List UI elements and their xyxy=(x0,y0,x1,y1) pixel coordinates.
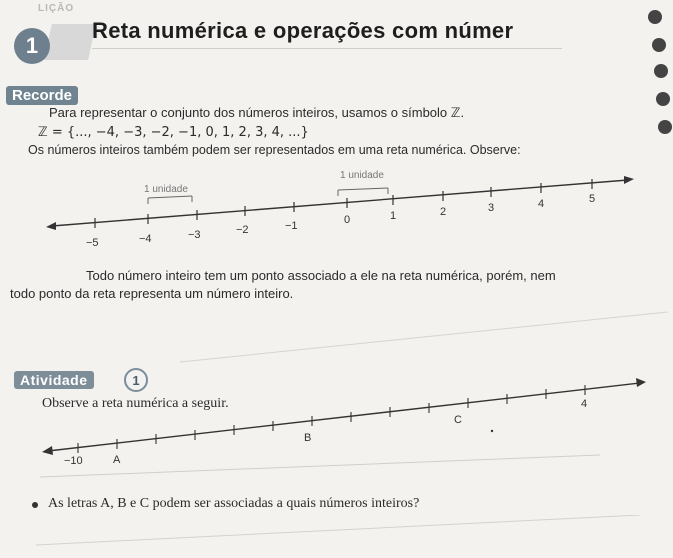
binder-tab-icon xyxy=(652,38,666,52)
unit-label-left: 1 unidade xyxy=(144,184,188,195)
recorde-text-line-3: Os números inteiros também podem ser representados em uma reta numérica. Observe: xyxy=(28,143,521,157)
tick-label: 1 xyxy=(390,210,397,222)
lesson-title: Reta numérica e operações com númer xyxy=(92,18,514,43)
unit-bracket-left xyxy=(144,184,192,204)
binder-tab-icon xyxy=(656,92,670,106)
answer-lines xyxy=(0,515,673,555)
binder-tab-icon xyxy=(658,120,672,134)
tick-label: 5 xyxy=(589,193,596,205)
activity-left-value: −10 xyxy=(64,455,83,467)
atividade-instruction: Observe a reta numérica a seguir. xyxy=(42,396,229,411)
arrow-right-icon xyxy=(624,176,634,184)
recorde-text-line-5: todo ponto da reta representa um número inteiro. xyxy=(10,286,294,301)
tick-label: 2 xyxy=(440,206,447,218)
integer-set: ℤ = {..., −4, −3, −2, −1, 0, 1, 2, 3, 4, ...} xyxy=(38,125,309,140)
atividade-question: As letras A, B e C podem ser associadas a quais números inteiros? xyxy=(48,496,420,511)
tick-label: 0 xyxy=(344,214,351,226)
unit-label-right: 1 unidade xyxy=(340,170,384,181)
tick-label: 3 xyxy=(488,202,495,214)
recorde-tag: Recorde xyxy=(6,86,78,105)
arrow-right-icon xyxy=(636,378,646,387)
activity-right-value: 4 xyxy=(581,398,588,410)
lesson-number-shadow xyxy=(44,24,96,60)
arrow-left-icon xyxy=(46,222,56,230)
point-c-label: C xyxy=(454,414,462,426)
binder-tab-icon xyxy=(654,64,668,78)
arrow-left-icon xyxy=(42,446,53,455)
binder-tab-icon xyxy=(648,10,662,24)
unit-bracket-right xyxy=(338,170,388,196)
activity-line-axis xyxy=(48,383,640,451)
tick-label: −4 xyxy=(139,233,152,245)
tick-label: −2 xyxy=(236,224,249,236)
recorde-text-line-1: Para representar o conjunto dos números inteiros, usamos o símbolo ℤ. xyxy=(49,105,465,120)
bullet-icon xyxy=(32,502,38,508)
tick-label: 4 xyxy=(538,198,545,210)
atividade-number: 1 xyxy=(124,368,148,392)
point-a-label: A xyxy=(113,454,121,466)
lesson-badge: LIÇÃO xyxy=(38,3,75,14)
lesson-number: 1 xyxy=(14,28,50,64)
recorde-text-line-4: Todo número inteiro tem um ponto associado a ele na reta numérica, porém, nem xyxy=(86,268,556,283)
atividade-tag: Atividade xyxy=(14,371,94,389)
tick-label: −5 xyxy=(86,237,99,249)
tick-label: −1 xyxy=(285,220,298,232)
point-b-label: B xyxy=(304,432,312,444)
page-background-marks xyxy=(0,300,673,380)
activity-number-line xyxy=(0,375,673,485)
integer-number-line xyxy=(0,160,673,260)
stray-dot xyxy=(491,430,493,432)
title-divider xyxy=(92,48,562,49)
tick-label: −3 xyxy=(188,229,201,241)
